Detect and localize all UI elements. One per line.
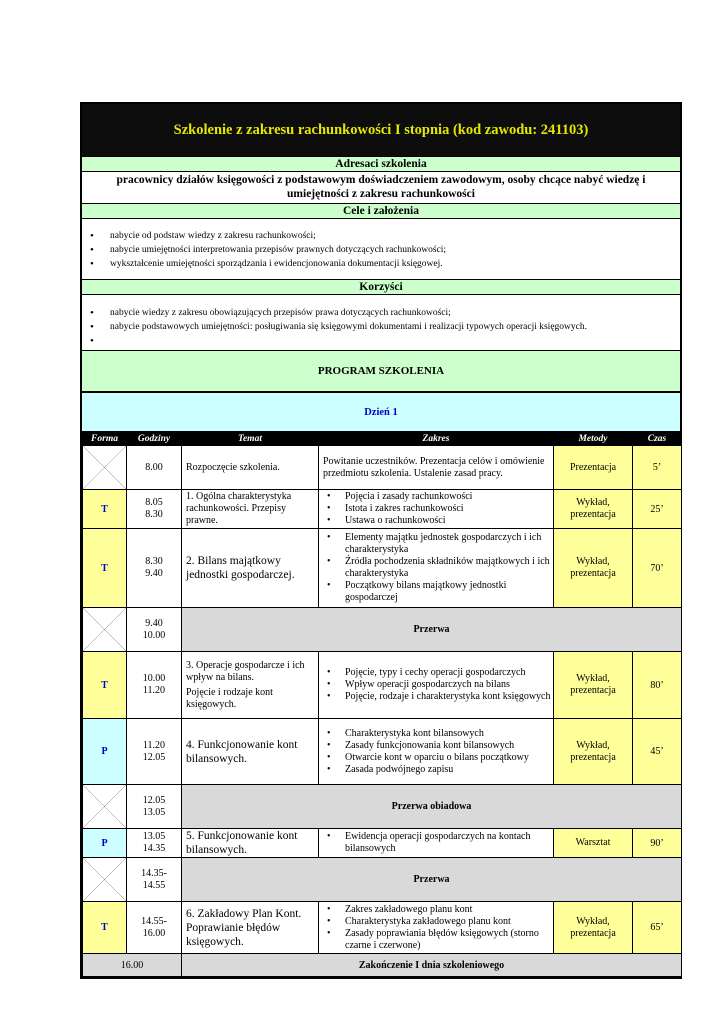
session-type: T (83, 902, 127, 954)
session-time (127, 608, 182, 652)
scope-item: • Charakterystyka zakładowego planu kont (345, 916, 553, 928)
topic-text: 1. Ogólna charakterystyka rachunkowości. Przepisy prawne. (186, 491, 292, 526)
break-row (83, 785, 682, 829)
session-topic (182, 829, 319, 858)
goal-item: • wykształcenie umiejętności sporządzania i ewidencjonowania dokumentacji księgowej. (110, 257, 680, 271)
topic-text: 3. Operacje gospodarcze i ich wpływ na bilans. (186, 659, 305, 683)
topic-text: Rozpoczęcie szkolenia. (186, 461, 280, 473)
topic-text: 6. Zakładowy Plan Kont. Poprawianie błędów księgowych. (186, 907, 302, 948)
session-type: P (83, 719, 127, 785)
scope-item: • Wpływ operacji gospodarczych na bilans (345, 679, 553, 691)
session-topic (182, 902, 319, 954)
time-line: 12.05 (142, 794, 166, 806)
session-scope (319, 490, 554, 529)
session-duration: 65’ (633, 902, 682, 954)
session-row (83, 829, 682, 858)
time-line: 14.55- (141, 915, 167, 927)
session-type: P (83, 829, 127, 858)
session-time (127, 719, 182, 785)
session-method: Wykład, prezentacja (554, 490, 633, 529)
break-row (83, 858, 682, 902)
type-empty-cell (83, 858, 127, 902)
session-duration: 5’ (633, 446, 682, 490)
topic-text: 2. Bilans majątkowy jednostki gospodarczej. (186, 555, 295, 581)
scope-item: • Otwarcie kont w oparciu o bilans początkowy (345, 752, 553, 764)
session-topic (182, 652, 319, 719)
col-metody: Metody (554, 432, 633, 446)
type-empty-cell (83, 446, 127, 490)
goal-item: • nabycie od podstaw wiedzy z zakresu rachunkowości; (110, 229, 680, 243)
scope-item: • Pojęcia i zasady rachunkowości (345, 491, 553, 503)
scope-item: • Ustawa o rachunkowości (345, 515, 553, 527)
session-scope (319, 829, 554, 858)
empty-cross-mark (83, 446, 126, 489)
session-method: Warsztat (554, 829, 633, 858)
session-row (83, 490, 682, 529)
break-row (83, 608, 682, 652)
time-line: 8.05 (145, 497, 163, 508)
end-row (83, 954, 682, 977)
session-scope (319, 529, 554, 608)
topic-text: 4. Funkcjonowanie kont bilansowych. (186, 738, 298, 765)
time-line: 13.05 (142, 806, 166, 818)
end-label: Zakończenie I dnia szkoleniowego (182, 954, 682, 977)
time-line: 11.20 (142, 739, 166, 751)
session-type: T (83, 490, 127, 529)
session-method: Wykład, prezentacja (554, 902, 633, 954)
scope-text: Powitanie uczestników. Prezentacja celów i omówienie przedmiotu szkolenia. Ustalenie zasad pracy. (323, 455, 545, 479)
empty-cross-mark (83, 608, 126, 651)
goal-item: • nabycie umiejętności interpretowania przepisów prawnych dotyczących rachunkowości; (110, 243, 680, 257)
scope-item: • Zasady funkcjonowania kont bilansowych (345, 740, 553, 752)
time-line: 9.40 (145, 617, 163, 629)
schedule-header-row (83, 432, 682, 446)
empty-cross-mark (83, 785, 126, 828)
session-time (127, 652, 182, 719)
session-row (83, 652, 682, 719)
session-method: Wykład, prezentacja (554, 719, 633, 785)
time-line: 10.00 (142, 673, 166, 684)
session-row (83, 719, 682, 785)
session-duration: 70’ (633, 529, 682, 608)
session-topic (182, 446, 319, 490)
session-duration: 45’ (633, 719, 682, 785)
day-label: Dzień 1 (82, 391, 680, 431)
training-document (80, 102, 682, 979)
session-topic (182, 719, 319, 785)
session-type: T (83, 652, 127, 719)
benefits-header: Korzyści (82, 279, 680, 294)
session-duration: 90’ (633, 829, 682, 858)
col-godziny: Godziny (127, 432, 182, 446)
session-row (83, 902, 682, 954)
session-method: Wykład, prezentacja (554, 652, 633, 719)
session-method: Prezentacja (554, 446, 633, 490)
topic-text-secondary: Pojęcie i rodzaje kont księgowych. (186, 686, 273, 710)
session-scope (319, 652, 554, 719)
session-row (83, 529, 682, 608)
time-line: 12.05 (142, 751, 166, 763)
col-zakres: Zakres (319, 432, 554, 446)
document-title: Szkolenie z zakresu rachunkowości I stopnia (kod zawodu: 241103) (82, 104, 680, 156)
session-row (83, 446, 682, 490)
empty-cross-mark (83, 858, 126, 901)
scope-item: • Zasada podwójnego zapisu (345, 764, 553, 776)
time-line: 16.00 (142, 927, 166, 939)
program-header: PROGRAM SZKOLENIA (82, 350, 680, 391)
col-temat: Temat (182, 432, 319, 446)
session-scope (319, 902, 554, 954)
benefit-item: • nabycie wiedzy z zakresu obowiązujących przepisów prawa dotyczących rachunkowości; (110, 306, 680, 320)
end-time: 16.00 (83, 954, 182, 977)
session-type: T (83, 529, 127, 608)
session-duration: 25’ (633, 490, 682, 529)
type-empty-cell (83, 785, 127, 829)
break-label: Przerwa (182, 858, 682, 902)
scope-item: • Zakres zakładowego planu kont (345, 904, 553, 916)
goals-list (82, 218, 680, 279)
session-topic (182, 529, 319, 608)
time-line: 14.35- (141, 867, 167, 879)
benefit-item: • nabycie podstawowych umiejętności: posługiwania się księgowymi dokumentami i realizacji typowych operacji księgowych. (110, 320, 680, 334)
time-line: 14.55 (142, 879, 166, 891)
type-empty-cell (83, 608, 127, 652)
topic-text: 5. Funkcjonowanie kont bilansowych. (186, 830, 298, 856)
session-time (127, 829, 182, 858)
benefit-item-empty (110, 334, 680, 348)
scope-item: • Charakterystyka kont bilansowych (345, 728, 553, 740)
session-duration: 80’ (633, 652, 682, 719)
schedule-table (82, 431, 682, 977)
time-line: 13.05 (142, 831, 166, 842)
session-topic (182, 490, 319, 529)
time-line: 14.35 (142, 843, 166, 854)
break-label: Przerwa (182, 608, 682, 652)
session-time (127, 858, 182, 902)
col-forma: Forma (83, 432, 127, 446)
benefits-list (82, 294, 680, 350)
scope-item: • Początkowy bilans majątkowy jednostki gospodarczej (345, 580, 553, 604)
session-method: Wykład, prezentacja (554, 529, 633, 608)
scope-item: • Zasady poprawiania błędów księgowych (storno czarne i czerwone) (345, 928, 553, 952)
scope-item: • Elementy majątku jednostek gospodarczych i ich charakterystyka (345, 532, 553, 556)
session-time (127, 490, 182, 529)
time-line: 8.30 (145, 556, 163, 567)
session-scope (319, 719, 554, 785)
session-time (127, 902, 182, 954)
time-line: 10.00 (142, 629, 166, 641)
session-scope (319, 446, 554, 490)
time-line: 11.20 (142, 685, 166, 696)
scope-item: • Pojęcie, rodzaje i charakterystyka kont księgowych (345, 691, 553, 703)
scope-item: • Pojęcie, typy i cechy operacji gospodarczych (345, 667, 553, 679)
time-line: 8.00 (145, 461, 163, 473)
session-time (127, 529, 182, 608)
scope-item: • Ewidencja operacji gospodarczych na kontach bilansowych (345, 831, 553, 855)
col-czas: Czas (633, 432, 682, 446)
time-line: 8.30 (145, 509, 163, 520)
time-line: 9.40 (145, 568, 163, 579)
scope-item: • Istota i zakres rachunkowości (345, 503, 553, 515)
session-time (127, 785, 182, 829)
audience-text: pracownicy działów księgowości z podstawowym doświadczeniem zawodowym, osoby chcące nabyć wiedzę i umiejętności z zakresu rachunkowości (82, 171, 680, 203)
session-time (127, 446, 182, 490)
schedule-rows (83, 446, 682, 954)
goals-header: Cele i założenia (82, 203, 680, 218)
break-label: Przerwa obiadowa (182, 785, 682, 829)
audience-header: Adresaci szkolenia (82, 156, 680, 171)
scope-item: • Źródła pochodzenia składników majątkowych i ich charakterystyka (345, 556, 553, 580)
